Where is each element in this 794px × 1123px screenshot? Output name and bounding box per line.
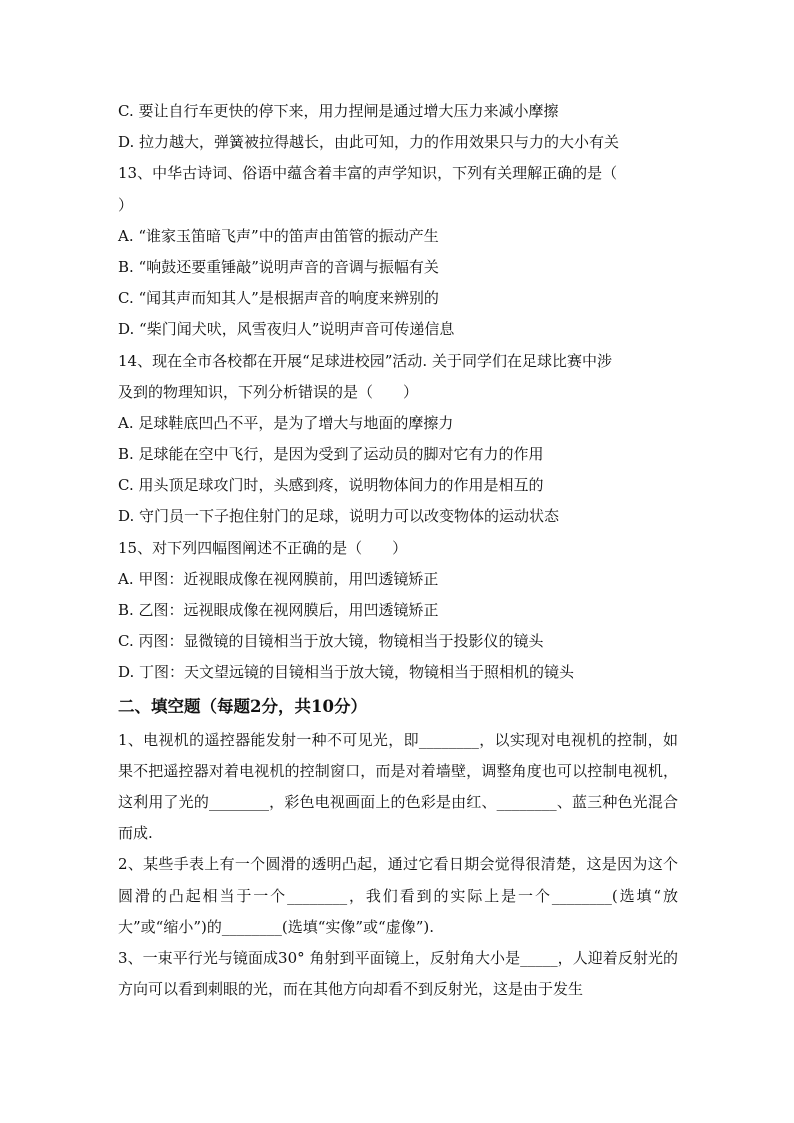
q15-option-a: A. 甲图：近视眼成像在视网膜前，用凹透镜矫正 [118, 569, 439, 588]
exam-page [118, 96, 678, 1005]
q14-option-b: B. 足球能在空中飞行，是因为受到了运动员的脚对它有力的作用 [118, 445, 544, 464]
q12-option-c: C. 要让自行车更快的停下来，用力捏闸是通过增大压力来减小摩擦 [118, 102, 559, 120]
q13-option-b: B. “响鼓还要重锤敲”说明声音的音调与振幅有关 [118, 257, 439, 276]
q14-option-c: C. 用头顶足球攻门时，头感到疼，说明物体间力的作用是相互的 [118, 476, 544, 495]
fill-question-2: 2、某些手表上有一个圆滑的透明凸起，通过它看日期会觉得很清楚，这是因为这个圆滑的凸起相当于一个________，我们看到的实际上是一个________(选填“放大”或“缩小”)的________(选填“实像”或“虚像”). [118, 855, 678, 936]
q13-option-c: C. “闻其声而知其人”是根据声音的响度来辨别的 [118, 289, 439, 308]
q13-stem: 13、中华古诗词、俗语中蕴含着丰富的声学知识，下列有关理解正确的是（ [118, 164, 618, 183]
q14-stem-continued: 及到的物理知识，下列分析错误的是（ ） [118, 382, 419, 401]
q15-option-d: D. 丁图：天文望远镜的目镜相当于放大镜，物镜相当于照相机的镜头 [118, 663, 575, 682]
q13-stem-continued: ） [118, 195, 134, 214]
q15-stem: 15、对下列四幅图阐述不正确的是（ ） [118, 538, 408, 557]
q15-option-b: B. 乙图：远视眼成像在视网膜后，用凹透镜矫正 [118, 601, 439, 619]
fill-question-3: 3、一束平行光与镜面成30° 角射到平面镜上，反射角大小是_____，人迎着反射光的方向可以看到刺眼的光，而在其他方向却看不到反射光，这是由于发生 [118, 948, 678, 999]
q14-stem: 14、现在全市各校都在开展“足球进校园”活动. 关于同学们在足球比赛中涉 [118, 351, 612, 370]
q13-option-d: D. “柴门闻犬吠，风雪夜归人”说明声音可传递信息 [118, 320, 455, 339]
q15-option-c: C. 丙图：显微镜的目镜相当于放大镜，物镜相当于投影仪的镜头 [118, 632, 544, 651]
q12-option-d: D. 拉力越大，弹簧被拉得越长，由此可知，力的作用效果只与力的大小有关 [118, 133, 620, 152]
section-heading-fill-in: 二、填空题（每题2分，共10分） [118, 696, 367, 716]
q14-option-d: D. 守门员一下子抱住射门的足球，说明力可以改变物体的运动状态 [118, 507, 560, 526]
q14-option-a: A. 足球鞋底凹凸不平，是为了增大与地面的摩擦力 [118, 413, 454, 432]
fill-question-1: 1、电视机的遥控器能发射一种不可见光，即________，以实现对电视机的控制，如果不把遥控器对着电视机的控制窗口，而是对着墙壁，调整角度也可以控制电视机，这利用了光的________，彩色电视画面上的色彩是由红、________、蓝三种色光混合而成. [118, 730, 678, 843]
q13-option-a: A. “谁家玉笛暗飞声”中的笛声由笛管的振动产生 [118, 226, 439, 245]
